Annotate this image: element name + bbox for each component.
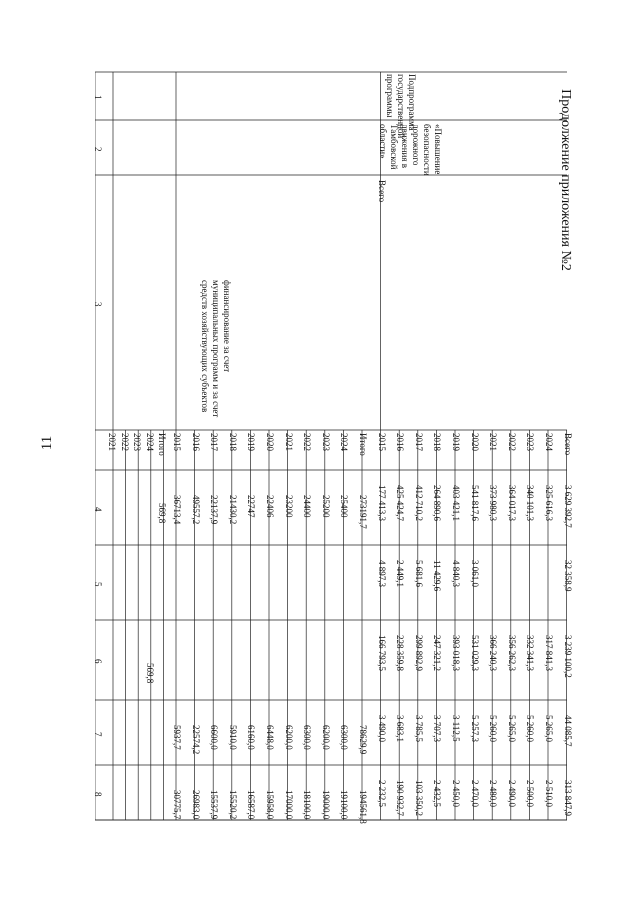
year-cell: 2017: [209, 433, 220, 451]
value-cell: 531 029,3: [469, 635, 480, 671]
value-cell: 6300,0: [339, 725, 350, 750]
value-cell: 103 350,2: [413, 780, 424, 816]
value-cell: 2 449,1: [395, 560, 406, 587]
value-cell: 6448,0: [265, 725, 275, 750]
column-number: 4: [93, 506, 103, 511]
value-cell: 2 232,5: [376, 780, 387, 807]
year-cell: 2023: [320, 433, 331, 451]
value-cell: 332 341,3: [525, 635, 536, 671]
value-cell: 6600,0: [209, 725, 220, 750]
value-cell: 11 429,6: [432, 560, 443, 592]
year-cell: 2022: [506, 433, 517, 451]
value-cell: 3 785,5: [413, 715, 424, 742]
value-cell: 22137,9: [209, 495, 220, 525]
value-cell: 5 260,0: [525, 715, 536, 742]
year-cell: Всего: [562, 433, 573, 456]
value-cell: 19100,0: [339, 790, 350, 820]
value-cell: 317 841,3: [544, 635, 554, 671]
value-cell: 22747: [246, 495, 257, 518]
value-cell: 44 085,7: [562, 715, 573, 747]
year-cell: 2018: [227, 433, 238, 451]
value-cell: 228 359,8: [395, 635, 406, 671]
value-cell: 4 897,3: [376, 560, 387, 587]
value-cell: 49557,2: [190, 495, 201, 525]
value-cell: 325 616,3: [544, 485, 554, 521]
page-number: 11: [39, 435, 55, 451]
value-cell: 6300,0: [302, 725, 313, 750]
column-number: 6: [93, 659, 103, 664]
value-cell: 373 980,3: [488, 485, 499, 521]
column-number: 1: [93, 95, 103, 100]
value-cell: 6160,0: [246, 725, 257, 750]
value-cell: 2 500,0: [525, 780, 536, 807]
value-cell: 2 480,0: [488, 780, 499, 807]
value-cell: 425 424,7: [395, 485, 406, 521]
value-cell: 5937,7: [172, 725, 182, 750]
value-cell: 25400: [339, 495, 350, 518]
value-cell: 21430,2: [227, 495, 238, 525]
value-cell: 5 265,0: [506, 715, 517, 742]
value-cell: 15958,0: [265, 790, 275, 820]
value-cell: 569,8: [144, 663, 155, 684]
value-cell: 190 932,7: [395, 780, 406, 816]
year-cell: 2024: [144, 433, 155, 451]
column-number: 8: [93, 791, 103, 796]
column-number: 3: [93, 301, 103, 306]
appendix-note-text: Продолжение приложения №2: [558, 89, 573, 271]
value-cell: 5910,0: [227, 725, 238, 750]
value-cell: 3 112,5: [451, 715, 461, 742]
value-cell: 5 681,6: [413, 560, 424, 587]
year-cell: 2019: [451, 433, 461, 451]
budget-table: [93, 60, 573, 825]
value-cell: 3 490,0: [376, 715, 387, 742]
value-cell: 403 421,1: [451, 485, 461, 521]
value-cell: 24400: [302, 495, 313, 518]
year-cell: 2021: [283, 433, 294, 451]
year-cell: 2023: [132, 433, 143, 451]
value-cell: 194561,8: [358, 790, 368, 824]
value-cell: 166 793,5: [376, 635, 387, 671]
value-cell: 247 321,2: [432, 635, 443, 671]
year-cell: 2015: [172, 433, 182, 451]
year-cell: 2023: [525, 433, 536, 451]
value-cell: 2 510,0: [544, 780, 554, 807]
value-cell: 32 358,9: [562, 560, 573, 592]
value-cell: 26983,0: [190, 790, 201, 820]
value-cell: 2 450,0: [451, 780, 461, 807]
year-cell: 2016: [190, 433, 201, 451]
subprogram-title: «Повышение безопасности дорожного движения в Тамбовской области»: [377, 124, 443, 176]
value-cell: 412 710,2: [413, 485, 424, 521]
value-cell: 22406: [265, 495, 275, 518]
value-cell: 22574,2: [190, 725, 201, 755]
value-cell: 15520,2: [227, 790, 238, 820]
value-cell: 3 683,1: [395, 715, 406, 742]
value-cell: 3 707,3: [432, 715, 443, 742]
year-cell: 2021: [488, 433, 499, 451]
value-cell: 264 890,6: [432, 485, 443, 521]
column-number: 2: [93, 146, 103, 151]
value-cell: 16587,0: [246, 790, 257, 820]
value-cell: 5 265,0: [544, 715, 554, 742]
value-cell: 393 018,3: [451, 635, 461, 671]
column-number: 5: [93, 581, 103, 586]
year-cell: 2019: [246, 433, 257, 451]
value-cell: 78629,9: [358, 725, 368, 755]
value-cell: 366 240,3: [488, 635, 499, 671]
year-cell: 2024: [544, 433, 554, 451]
value-cell: 6200,0: [283, 725, 294, 750]
value-cell: 3 061,0: [469, 560, 480, 587]
value-cell: 3 239 100,2: [562, 635, 573, 678]
value-cell: 569,8: [157, 503, 168, 524]
value-cell: 364 017,3: [506, 485, 517, 521]
cofinancing-description: финансирование за счет муниципальных программ и за счет средств хозяйствующих субъектов: [200, 280, 232, 418]
year-cell: 2017: [413, 433, 424, 451]
value-cell: 25200: [320, 495, 331, 518]
value-cell: 356 262,3: [506, 635, 517, 671]
column-number: 7: [93, 731, 103, 736]
year-cell: 2016: [395, 433, 406, 451]
year-cell: 2021: [107, 433, 117, 451]
year-cell: 2020: [469, 433, 480, 451]
year-cell: 2018: [432, 433, 443, 451]
value-cell: 6200,0: [320, 725, 331, 750]
value-cell: 15537,9: [209, 790, 220, 820]
year-cell: Итого: [358, 433, 368, 456]
total-label: Итого: [157, 433, 168, 456]
value-cell: 5 260,0: [488, 715, 499, 742]
value-cell: 299 892,9: [413, 635, 424, 671]
year-cell: 2020: [265, 433, 275, 451]
value-cell: 17000,0: [283, 790, 294, 820]
value-cell: 36713,4: [172, 495, 182, 525]
total-label: Всего: [376, 180, 387, 203]
year-cell: 2022: [119, 433, 130, 451]
value-cell: 2 432,5: [432, 780, 443, 807]
value-cell: 18100,0: [302, 790, 313, 820]
value-cell: 4 840,3: [451, 560, 461, 587]
value-cell: 340 101,3: [525, 485, 536, 521]
value-cell: 313 847,9: [562, 780, 573, 816]
value-cell: 5 257,3: [469, 715, 480, 742]
value-cell: 23200: [283, 495, 294, 518]
year-cell: 2015: [376, 433, 387, 451]
value-cell: 541 817,6: [469, 485, 480, 521]
value-cell: 30775,7: [172, 790, 182, 820]
subprogram-label: Подпрограмма государственной программы: [384, 74, 417, 139]
value-cell: 2 470,0: [469, 780, 480, 807]
value-cell: 273191,7: [358, 495, 368, 529]
year-cell: 2024: [339, 433, 350, 451]
value-cell: 177 413,3: [376, 485, 387, 521]
year-cell: 2022: [302, 433, 313, 451]
value-cell: 3 629 392,7: [562, 485, 573, 528]
value-cell: 19000,0: [320, 790, 331, 820]
value-cell: 2 490,0: [506, 780, 517, 807]
